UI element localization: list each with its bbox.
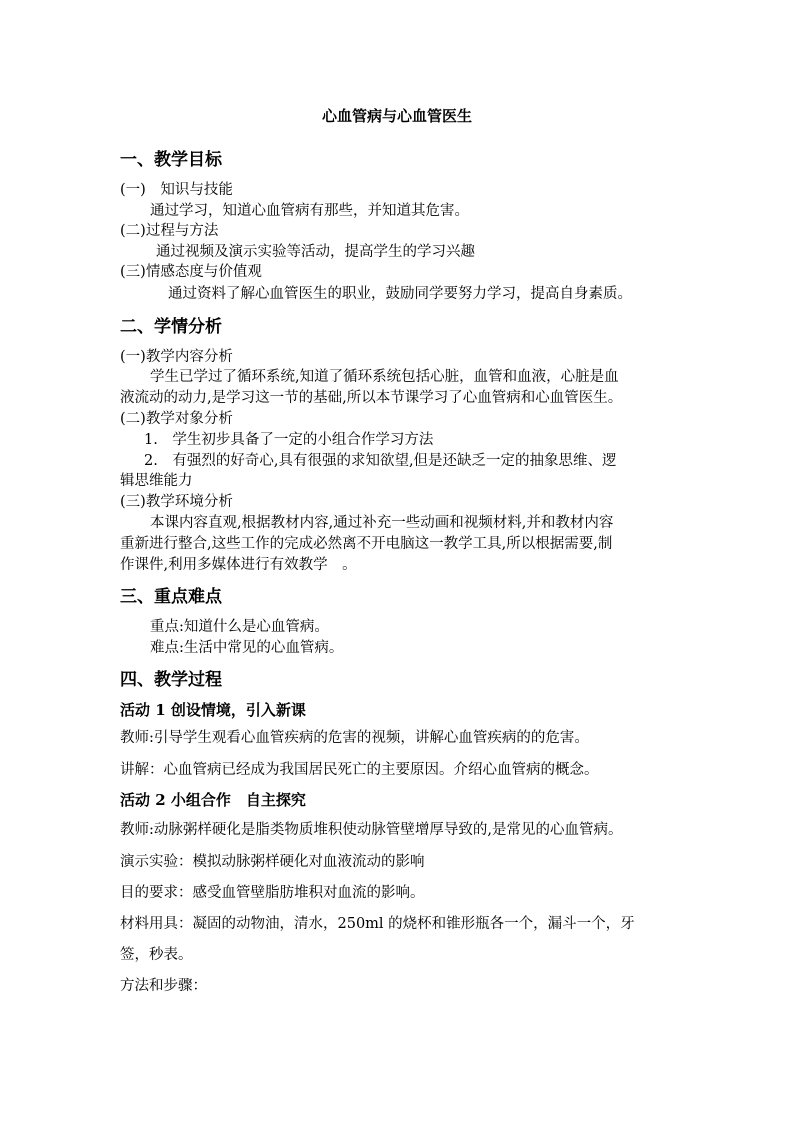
key-point: 重点:知道什么是心血管病。 [150, 619, 329, 635]
activity-2-demo-experiment: 演示实验：模拟动脉粥样硬化对血液流动的影响 [120, 854, 425, 870]
activity-1-heading: 活动 1 创设情境，引入新课 [120, 701, 306, 719]
paragraph-content-analysis-line1: 学生已学过了循环系统,知道了循环系统包括心脏，血管和血液，心脏是血 [150, 369, 619, 385]
paragraph-environment-line1: 本课内容直观,根据教材内容,通过补充一些动画和视频材料,并和教材内容 [150, 515, 614, 531]
activity-2-teacher-paragraph: 教师:动脉粥样硬化是脂类物质堆积使动脉管壁增厚导致的,是常见的心血管病。 [120, 822, 623, 838]
activity-2-materials-line2: 签，秒表。 [120, 947, 193, 963]
activity-2-heading: 活动 2 小组合作 自主探究 [120, 791, 306, 809]
activity-1-teacher-paragraph: 教师:引导学生观看心血管疾病的危害的视频，讲解心血管疾病的的危害。 [120, 730, 589, 746]
activity-2-materials-line1: 材料用具：凝固的动物油，清水，250ml 的烧杯和锥形瓶各一个，漏斗一个，牙 [120, 916, 635, 932]
paragraph-environment-line2: 重新进行整合,这些工作的完成必然离不开电脑这一教学工具,所以根据需要,制 [120, 536, 613, 552]
section-heading-teaching-process: 四、教学过程 [120, 670, 222, 690]
subheading-audience-analysis: (二)教学对象分析 [120, 411, 233, 427]
activity-1-explanation-paragraph: 讲解：心血管病已经成为我国居民死亡的主要原因。介绍心血管病的概念。 [120, 762, 599, 778]
list-item-2-line2: 辑思维能力 [120, 473, 193, 489]
subheading-process-method: (二)过程与方法 [120, 223, 219, 239]
subheading-emotion-values: (三)情感态度与价值观 [120, 264, 262, 280]
paragraph-process-method: 通过视频及演示实验等活动，提高学生的学习兴趣 [156, 244, 475, 260]
paragraph-environment-line3: 作课件,利用多媒体进行有效教学 。 [120, 557, 357, 573]
document-title: 心血管病与心血管医生 [321, 107, 472, 125]
subheading-knowledge-skills: (一) 知识与技能 [120, 182, 233, 198]
paragraph-knowledge-skills: 通过学习，知道心血管病有那些，并知道其危害。 [150, 203, 469, 219]
subheading-environment-analysis: (三)教学环境分析 [120, 494, 233, 510]
activity-2-purpose: 目的要求：感受血管壁脂肪堆积对血流的影响。 [120, 885, 425, 901]
section-heading-key-points: 三、重点难点 [120, 587, 222, 607]
activity-2-methods-steps: 方法和步骤： [120, 978, 207, 994]
paragraph-content-analysis-line2: 液流动的动力,是学习这一节的基础,所以本节课学习了心血管病和心血管医生。 [120, 390, 623, 406]
difficult-point: 难点:生活中常见的心血管病。 [150, 640, 344, 656]
paragraph-emotion-values: 通过资料了解心血管医生的职业，鼓励同学要努力学习，提高自身素质。 [168, 286, 632, 302]
list-item-1: 1. 学生初步具备了一定的小组合作学习方法 [144, 432, 434, 448]
section-heading-objectives: 一、教学目标 [120, 150, 222, 170]
subheading-content-analysis: (一)教学内容分析 [120, 349, 233, 365]
list-item-2-line1: 2. 有强烈的好奇心,具有很强的求知欲望,但是还缺乏一定的抽象思维、逻 [144, 453, 617, 469]
section-heading-learner-analysis: 二、学情分析 [120, 317, 222, 337]
